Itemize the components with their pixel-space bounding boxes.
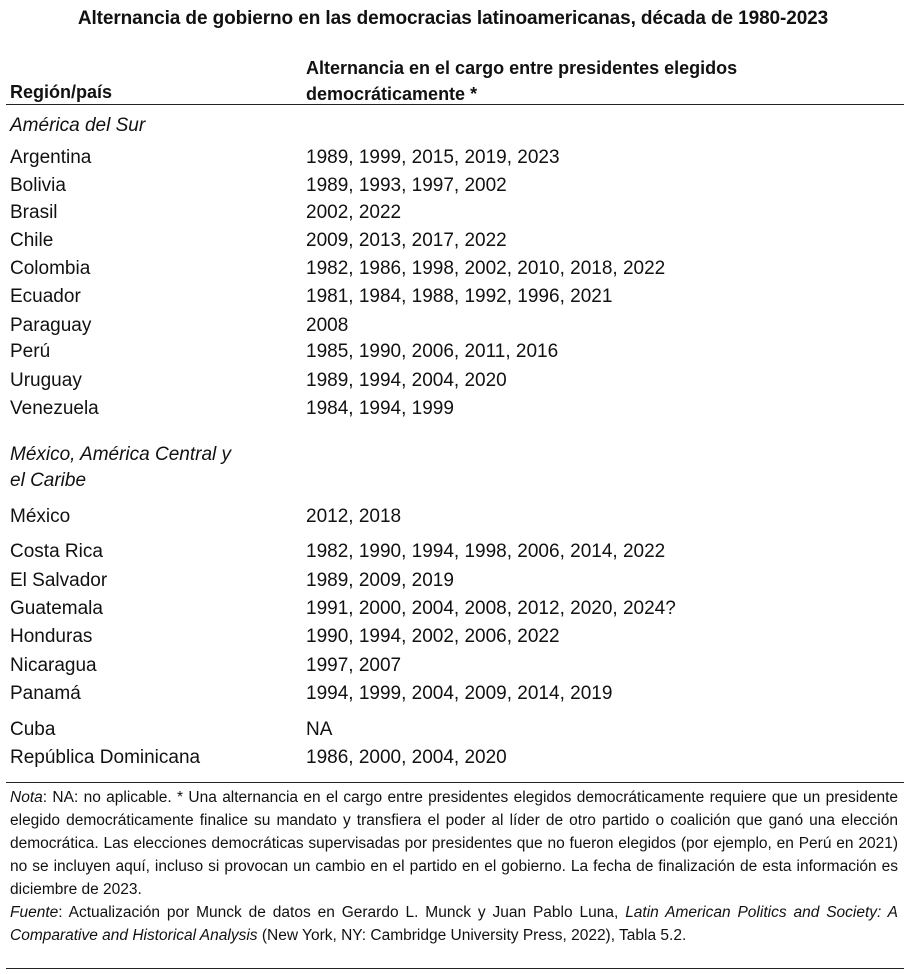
fuente-label: Fuente xyxy=(10,904,59,921)
nota-paragraph xyxy=(10,786,898,901)
country-cell: México xyxy=(10,506,71,527)
table-row xyxy=(0,147,906,173)
table-row xyxy=(0,719,906,745)
table-row xyxy=(0,398,906,424)
years-cell: 2009, 2013, 2017, 2022 xyxy=(306,230,507,251)
notes-bottom-rule xyxy=(6,968,904,969)
table-row xyxy=(0,230,906,256)
country-cell: República Dominicana xyxy=(10,747,201,768)
years-cell: 1982, 1990, 1994, 1998, 2006, 2014, 2022 xyxy=(306,541,666,562)
years-cell: 1986, 2000, 2004, 2020 xyxy=(306,747,507,768)
years-cell: 1982, 1986, 1998, 2002, 2010, 2018, 2022 xyxy=(306,258,666,279)
table-row xyxy=(0,747,906,773)
region-heading-mexico-central-america-caribbean xyxy=(10,442,231,494)
nota-label: Nota xyxy=(10,789,43,806)
country-cell: Nicaragua xyxy=(10,655,97,676)
years-cell: 1985, 1990, 2006, 2011, 2016 xyxy=(306,341,559,362)
table-row xyxy=(0,175,906,201)
table-row xyxy=(0,370,906,396)
country-cell: Bolivia xyxy=(10,175,66,196)
table-row xyxy=(0,683,906,709)
country-cell: Uruguay xyxy=(10,370,82,391)
years-cell: 1981, 1984, 1988, 1992, 1996, 2021 xyxy=(306,286,613,307)
region-heading-line: México, América Central y xyxy=(10,444,232,465)
country-cell: Honduras xyxy=(10,626,93,647)
country-cell: Guatemala xyxy=(10,598,103,619)
country-cell: Panamá xyxy=(10,683,81,704)
table-title: Alternancia de gobierno en las democracias latinoamericanas, década de 1980-2023 xyxy=(77,8,829,29)
country-cell: Paraguay xyxy=(10,315,92,336)
country-cell: Costa Rica xyxy=(10,541,103,562)
table-row xyxy=(0,541,906,567)
nota-text: : NA: no aplicable. * Una alternancia en el cargo entre presidentes elegidos democráticamente requiere que un presidente elegido democráticamente finalice su mandato y transfiera el poder al líder de otro partido o coalición que ganó una elección democrática. Las elecciones democráticas supervisadas por presidentes que no fueron elegidos (por ejemplo, en Perú en 2021) no se incluyen aquí, incluso si provocan un cambio en el partido en el gobierno. La fecha de finalización de esta información es diciembre de 2023. xyxy=(10,789,898,898)
table-row xyxy=(0,506,906,532)
country-cell: Ecuador xyxy=(10,286,81,307)
region-heading-line: el Caribe xyxy=(10,470,87,491)
column-header-alternation: Alternancia en el cargo entre presidentes elegidos democráticamente * xyxy=(306,58,738,104)
years-cell: 1997, 2007 xyxy=(306,655,402,676)
country-cell: Argentina xyxy=(10,147,92,168)
years-cell: 1991, 2000, 2004, 2008, 2012, 2020, 2024? xyxy=(306,598,676,619)
country-cell: Venezuela xyxy=(10,398,99,419)
years-cell: 1989, 1994, 2004, 2020 xyxy=(306,370,507,391)
table-row xyxy=(0,655,906,681)
country-cell: Chile xyxy=(10,230,54,251)
years-cell: 1984, 1994, 1999 xyxy=(306,398,454,419)
table-row xyxy=(0,626,906,652)
table-row xyxy=(0,315,906,341)
years-cell: NA xyxy=(306,719,333,740)
country-cell: Cuba xyxy=(10,719,56,740)
table-row xyxy=(0,598,906,624)
column-header-region: Región/país xyxy=(10,82,113,102)
country-cell: Colombia xyxy=(10,258,91,279)
table-bottom-rule xyxy=(6,782,904,783)
years-cell: 1989, 2009, 2019 xyxy=(306,570,454,591)
table-row xyxy=(0,258,906,284)
table-row xyxy=(0,202,906,228)
fuente-paragraph xyxy=(10,901,898,947)
country-cell: Brasil xyxy=(10,202,58,223)
years-cell: 1990, 1994, 2002, 2006, 2022 xyxy=(306,626,560,647)
header-rule xyxy=(6,104,904,105)
table-row xyxy=(0,286,906,312)
table-notes xyxy=(10,786,898,947)
years-cell: 1989, 1999, 2015, 2019, 2023 xyxy=(306,147,560,168)
fuente-text: : Actualización por Munck de datos en Gerardo L. Munck y Juan Pablo Luna, xyxy=(58,904,626,921)
country-cell: El Salvador xyxy=(10,570,108,591)
fuente-text-end: (New York, NY: Cambridge University Press, 2022), Tabla 5.2. xyxy=(257,927,687,944)
years-cell: 2008 xyxy=(306,315,349,336)
years-cell: 1989, 1993, 1997, 2002 xyxy=(306,175,507,196)
table-row xyxy=(0,570,906,596)
region-heading-south-america: América del Sur xyxy=(10,115,146,136)
country-cell: Perú xyxy=(10,341,51,362)
fuente-book-title: Latin American Politics and Society: A Comparative and Historical Analysis xyxy=(10,904,898,944)
table-row xyxy=(0,341,906,367)
years-cell: 2012, 2018 xyxy=(306,506,402,527)
years-cell: 2002, 2022 xyxy=(306,202,402,223)
years-cell: 1994, 1999, 2004, 2009, 2014, 2019 xyxy=(306,683,613,704)
